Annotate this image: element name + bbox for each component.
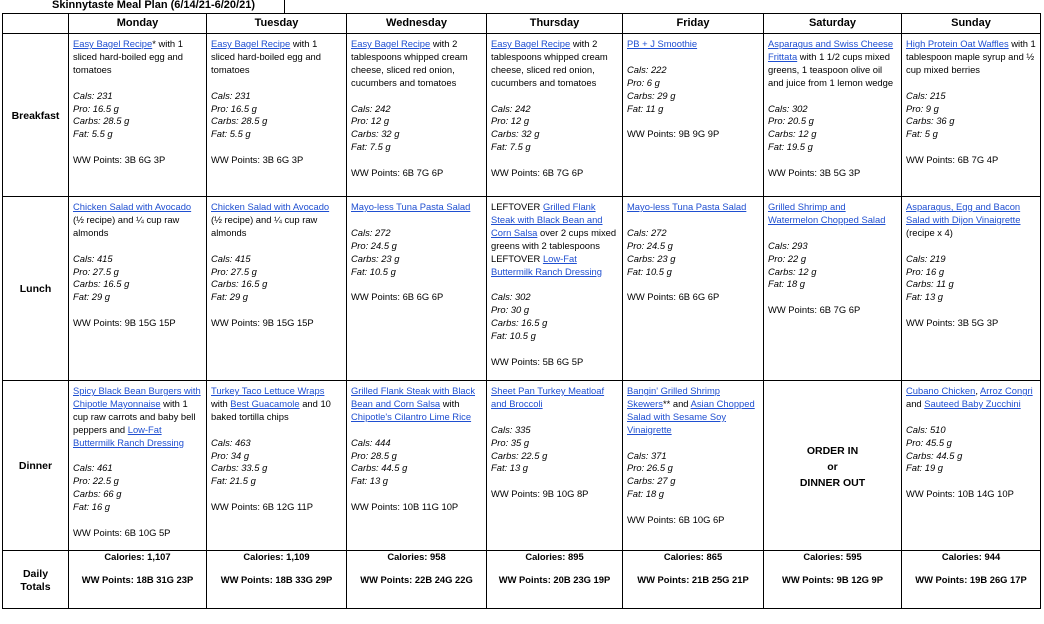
fat: Fat: 7.5 g (491, 141, 531, 153)
total-calories: Calories: 958 (387, 551, 446, 562)
recipe-link[interactable]: Bangin' Grilled Shrimp Skewers (627, 385, 720, 409)
ww-points: WW Points: 6B 7G 4P (906, 154, 999, 166)
ww-points: WW Points: 9B 15G 15P (211, 317, 314, 329)
recipe-link[interactable]: Cubano Chicken (906, 385, 976, 396)
meal-description: with 1 tablespoon maple syrup and ½ cup mixed berries (906, 38, 1036, 75)
protein: Pro: 16 g (906, 265, 945, 277)
protein: Pro: 20.5 g (768, 115, 814, 127)
total-ww-points: WW Points: 19B 26G 17P (915, 573, 1027, 585)
fat: Fat: 5.5 g (211, 128, 251, 140)
protein: Pro: 6 g (627, 76, 660, 88)
recipe-link[interactable]: High Protein Oat Waffles (906, 38, 1009, 49)
carbs: Carbs: 27 g (627, 475, 676, 487)
calories: Cals: 510 (906, 423, 946, 435)
fat: Fat: 13 g (351, 475, 389, 487)
day-header-friday: Friday (623, 14, 764, 34)
meal-cell (623, 381, 764, 551)
calories: Cals: 463 (211, 436, 251, 448)
calories: Cals: 415 (73, 252, 113, 264)
recipe-link[interactable]: Grilled Shrimp and Watermelon Chopped Salad (768, 201, 886, 225)
calories: Cals: 272 (351, 226, 391, 238)
fat: Fat: 18 g (627, 488, 665, 500)
fat: Fat: 16 g (73, 501, 111, 513)
recipe-link[interactable]: Sauteed Baby Zucchini (924, 397, 1021, 409)
carbs: Carbs: 28.5 g (211, 115, 268, 127)
order-in-text: ORDER IN (806, 444, 859, 457)
meal-cell (347, 34, 487, 197)
ww-points: WW Points: 6B 12G 11P (211, 501, 313, 513)
carbs: Carbs: 11 g (906, 278, 954, 290)
ww-points: WW Points: 6B 6G 6P (627, 291, 720, 303)
recipe-link[interactable]: Best Guacamole (230, 397, 300, 409)
carbs: Carbs: 22.5 g (491, 449, 548, 461)
total-ww-points: WW Points: 18B 31G 23P (81, 573, 194, 585)
carbs: Carbs: 16.5 g (73, 278, 130, 290)
carbs: Carbs: 16.5 g (491, 317, 548, 329)
meal-prefix: LEFTOVER (491, 201, 543, 212)
protein: Pro: 26.5 g (627, 462, 673, 474)
fat: Fat: 19 g (906, 462, 944, 474)
recipe-link[interactable]: Easy Bagel Recipe (351, 38, 431, 49)
meal-cell (764, 197, 902, 381)
calories: Cals: 302 (768, 102, 808, 114)
carbs: Carbs: 29 g (627, 89, 676, 101)
meal-cell (487, 197, 623, 381)
ww-points: WW Points: 6B 7G 6P (768, 304, 861, 316)
meal-cell (623, 34, 764, 197)
carbs: Carbs: 66 g (73, 488, 122, 500)
meal-description: with (211, 397, 231, 409)
meal-cell (207, 197, 347, 381)
fat: Fat: 13 g (491, 462, 529, 474)
ww-points: WW Points: 3B 5G 3P (768, 167, 861, 179)
daily-total (69, 551, 207, 609)
day-header-monday: Monday (69, 14, 207, 34)
row-label-daily: Daily (22, 567, 49, 580)
carbs: Carbs: 12 g (768, 265, 817, 277)
ww-points: WW Points: 3B 5G 3P (906, 317, 999, 329)
total-ww-points: WW Points: 22B 24G 22G (360, 573, 473, 585)
breakfast-row (3, 34, 1041, 197)
protein: Pro: 35 g (491, 436, 530, 448)
daily-total (347, 551, 487, 609)
ww-points: WW Points: 6B 6G 6P (351, 291, 444, 303)
recipe-link[interactable]: Asian Chopped Salad with Sesame Soy Vinaigrette (627, 397, 755, 435)
calories: Cals: 215 (906, 89, 946, 101)
recipe-link[interactable]: Mayo-less Tuna Pasta Salad (351, 201, 471, 212)
recipe-link[interactable]: Easy Bagel Recipe (491, 38, 571, 49)
ww-points: WW Points: 6B 7G 6P (351, 167, 444, 179)
recipe-link[interactable]: Chipotle's Cilantro Lime Rice (351, 410, 472, 422)
carbs: Carbs: 23 g (627, 252, 676, 264)
ww-points: WW Points: 9B 15G 15P (73, 317, 176, 329)
total-calories: Calories: 865 (663, 551, 723, 562)
page-title: Skinnytaste Meal Plan (6/14/21-6/20/21) (52, 0, 255, 11)
meal-plan-table (2, 13, 1041, 609)
carbs: Carbs: 12 g (768, 128, 817, 140)
meal-cell (207, 34, 347, 197)
recipe-link[interactable]: Low-Fat Buttermilk Ranch Dressing (73, 423, 184, 448)
title-divider (284, 0, 285, 14)
order-in-cell (764, 381, 902, 551)
meal-cell (623, 197, 764, 381)
fat: Fat: 13 g (906, 291, 944, 303)
meal-description: (½ recipe) and ¼ cup raw almonds (211, 213, 318, 238)
recipe-link[interactable]: Grilled Flank Steak with Black Bean and Corn Salsa (491, 201, 603, 238)
total-calories: Calories: 1,107 (104, 551, 171, 562)
recipe-link[interactable]: Easy Bagel Recipe (73, 38, 153, 49)
ww-points: WW Points: 5B 6G 5P (491, 355, 584, 367)
total-ww-points: WW Points: 20B 23G 19P (498, 573, 611, 585)
meal-description: , (975, 385, 981, 396)
fat: Fat: 10.5 g (491, 330, 536, 342)
row-label-totals: Totals (20, 580, 51, 593)
totals-row (3, 551, 1041, 609)
meal-cell (487, 34, 623, 197)
total-calories: Calories: 1,109 (243, 551, 310, 562)
ww-points: WW Points: 6B 7G 6P (491, 167, 584, 179)
carbs: Carbs: 36 g (906, 115, 955, 127)
recipe-link[interactable]: Asparagus and Swiss Cheese Frittata (768, 38, 894, 62)
recipe-link[interactable]: Turkey Taco Lettuce Wraps (211, 385, 325, 396)
dinner-row (3, 381, 1041, 551)
meal-description: with 1 sliced hard-boiled egg and tomatoes (211, 38, 321, 75)
meal-description: (recipe x 4) (906, 226, 953, 238)
row-label-breakfast: Breakfast (3, 34, 69, 197)
calories: Cals: 231 (211, 89, 251, 101)
calories: Cals: 222 (627, 63, 667, 75)
carbs: Carbs: 33.5 g (211, 462, 268, 474)
protein: Pro: 12 g (491, 115, 530, 127)
meal-description: with 1 cup raw carrots and baby bell peppers and (73, 397, 196, 435)
recipe-link[interactable]: Low-Fat Buttermilk Ranch Dressing (491, 252, 602, 277)
protein: Pro: 27.5 g (73, 265, 119, 277)
lunch-row (3, 197, 1041, 381)
ww-points: WW Points: 9B 9G 9P (627, 128, 720, 140)
ww-points: WW Points: 9B 10G 8P (491, 488, 589, 500)
protein: Pro: 27.5 g (211, 265, 257, 277)
meal-cell (347, 381, 487, 551)
ww-points: WW Points: 3B 6G 3P (73, 154, 166, 166)
carbs: Carbs: 44.5 g (906, 449, 963, 461)
daily-total (902, 551, 1041, 609)
daily-total (623, 551, 764, 609)
fat: Fat: 10.5 g (351, 265, 396, 277)
ww-points: WW Points: 6B 10G 6P (627, 514, 725, 526)
daily-total (207, 551, 347, 609)
carbs: Carbs: 44.5 g (351, 462, 408, 474)
daily-total (764, 551, 902, 609)
day-header-tuesday: Tuesday (207, 14, 347, 34)
fat: Fat: 29 g (73, 291, 111, 303)
recipe-link[interactable]: Chicken Salad with Avocado (211, 201, 330, 212)
day-header-sunday: Sunday (902, 14, 1041, 34)
daily-total (487, 551, 623, 609)
fat: Fat: 19.5 g (768, 141, 813, 153)
calories: Cals: 335 (491, 423, 531, 435)
total-calories: Calories: 595 (803, 551, 862, 562)
fat: Fat: 7.5 g (351, 141, 391, 153)
protein: Pro: 34 g (211, 449, 250, 461)
calories: Cals: 231 (73, 89, 113, 101)
calories: Cals: 293 (768, 239, 808, 251)
ww-points: WW Points: 10B 14G 10P (906, 488, 1014, 500)
meal-cell (764, 34, 902, 197)
recipe-link[interactable]: Asparagus, Egg and Bacon Salad with Dijon Vinaigrette (906, 201, 1021, 225)
row-label-dinner: Dinner (3, 381, 69, 551)
meal-cell (207, 381, 347, 551)
meal-cell (69, 381, 207, 551)
meal-description: ** and (662, 397, 691, 409)
header-row (3, 14, 1041, 34)
total-ww-points: WW Points: 18B 33G 29P (220, 573, 333, 585)
meal-cell (902, 197, 1041, 381)
carbs: Carbs: 23 g (351, 252, 400, 264)
day-header-saturday: Saturday (764, 14, 902, 34)
meal-description: and (906, 397, 925, 409)
fat: Fat: 5.5 g (73, 128, 113, 140)
total-ww-points: WW Points: 21B 25G 21P (637, 573, 749, 585)
calories: Cals: 219 (906, 252, 946, 264)
protein: Pro: 22 g (768, 252, 807, 264)
meal-description: with (440, 397, 460, 409)
recipe-link[interactable]: Sheet Pan Turkey Meatloaf and Broccoli (491, 385, 605, 409)
meal-cell (69, 34, 207, 197)
corner-cell (3, 14, 69, 34)
meal-description: with 2 tablespoons whipped cream cheese, sliced red onion, cucumbers and tomatoes (351, 38, 468, 88)
protein: Pro: 45.5 g (906, 436, 952, 448)
protein: Pro: 24.5 g (351, 239, 397, 251)
calories: Cals: 242 (491, 102, 531, 114)
fat: Fat: 29 g (211, 291, 249, 303)
recipe-link[interactable]: Spicy Black Bean Burgers with Chipotle Mayonnaise (73, 385, 201, 409)
meal-description: with 2 tablespoons whipped cream cheese, sliced red onion, cucumbers and tomatoes (491, 38, 608, 88)
recipe-link[interactable]: PB + J Smoothie (627, 38, 698, 49)
fat: Fat: 11 g (627, 102, 664, 114)
dinner-out-text: DINNER OUT (799, 476, 866, 489)
total-ww-points: WW Points: 9B 12G 9P (781, 573, 884, 585)
ww-points: WW Points: 10B 11G 10P (351, 501, 459, 513)
protein: Pro: 24.5 g (627, 239, 673, 251)
meal-description: over 2 cups mixed greens with 2 tablespoons LEFTOVER (491, 226, 617, 264)
recipe-link[interactable]: Grilled Flank Steak with Black Bean and Corn Salsa (351, 385, 476, 409)
carbs: Carbs: 32 g (351, 128, 400, 140)
fat: Fat: 5 g (906, 128, 938, 140)
ww-points: WW Points: 3B 6G 3P (211, 154, 304, 166)
meal-cell (902, 381, 1041, 551)
calories: Cals: 415 (211, 252, 251, 264)
protein: Pro: 22.5 g (73, 475, 119, 487)
total-calories: Calories: 944 (941, 551, 1001, 562)
meal-cell (347, 197, 487, 381)
calories: Cals: 461 (73, 462, 113, 474)
fat: Fat: 21.5 g (211, 475, 256, 487)
carbs: Carbs: 32 g (491, 128, 540, 140)
protein: Pro: 12 g (351, 115, 390, 127)
calories: Cals: 444 (351, 436, 391, 448)
calories: Cals: 272 (627, 226, 667, 238)
day-header-wednesday: Wednesday (347, 14, 487, 34)
meal-cell (69, 197, 207, 381)
recipe-link[interactable]: Arroz Congri (980, 385, 1033, 396)
recipe-link[interactable]: Chicken Salad with Avocado (73, 201, 192, 212)
day-header-thursday: Thursday (487, 14, 623, 34)
protein: Pro: 28.5 g (351, 449, 397, 461)
calories: Cals: 242 (351, 102, 391, 114)
recipe-link[interactable]: Easy Bagel Recipe (211, 38, 291, 49)
row-label-lunch: Lunch (3, 197, 69, 381)
meal-description: and 10 baked tortilla chips (211, 397, 331, 422)
protein: Pro: 16.5 g (211, 102, 257, 114)
order-or-text: or (827, 460, 838, 473)
ww-points: WW Points: 6B 10G 5P (73, 526, 171, 538)
meal-description: (½ recipe) and ¼ cup raw almonds (73, 213, 180, 238)
carbs: Carbs: 28.5 g (73, 115, 130, 127)
carbs: Carbs: 16.5 g (211, 278, 268, 290)
protein: Pro: 16.5 g (73, 102, 119, 114)
meal-description: * with 1 sliced hard-boiled egg and tomatoes (73, 38, 183, 75)
total-calories: Calories: 895 (525, 551, 584, 562)
meal-cell (902, 34, 1041, 197)
fat: Fat: 10.5 g (627, 265, 672, 277)
calories: Cals: 302 (491, 291, 531, 303)
row-label-daily-totals (3, 551, 69, 609)
protein: Pro: 9 g (906, 102, 939, 114)
recipe-link[interactable]: Mayo-less Tuna Pasta Salad (627, 201, 747, 212)
calories: Cals: 371 (627, 449, 667, 461)
meal-description: with 1 1/2 cups mixed greens, 1 teaspoon olive oil and juice from 1 lemon wedge (768, 50, 894, 88)
fat: Fat: 18 g (768, 278, 806, 290)
meal-cell (487, 381, 623, 551)
protein: Pro: 30 g (491, 304, 530, 316)
